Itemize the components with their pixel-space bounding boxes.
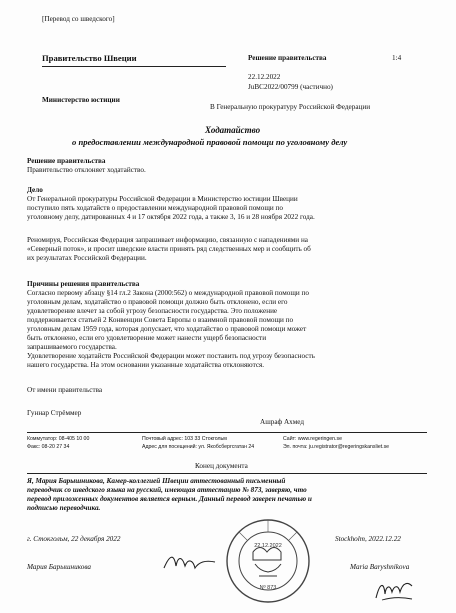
footer-rule <box>27 432 427 433</box>
translator-signature-right <box>372 576 416 604</box>
text-line: нашего государства. На этом основании указанные ходатайства отклоняются. <box>27 361 265 369</box>
text-line: «Северный поток», и просит шведские власти принять ряд следственных мер и сообщить об <box>27 245 311 253</box>
text-line: запрашиваемого государства. <box>27 343 117 351</box>
place-date-ru: г. Стокгольм, 22 декабря 2022 <box>27 535 121 543</box>
footer-site: Сайт: www.regeringen.se <box>283 436 342 442</box>
government-name: Правительство Швеции <box>42 53 137 63</box>
text-line: Согласно первому абзацу §14 гл.2 Закона (2000:562) о международной правовой помощи по <box>27 289 309 297</box>
ministry-name: Министерство юстиции <box>42 96 120 104</box>
stamp-date: 22.12.2022 <box>254 543 282 549</box>
signer-official: Ашраф Ахмед <box>260 418 305 426</box>
footer-fax: Факс: 08-20 27 34 <box>27 444 70 450</box>
request-paragraph <box>27 236 427 263</box>
text-line: подписью переводчика. <box>27 504 101 512</box>
text-line: их результатах Российской Федерации. <box>27 254 147 262</box>
place-date-en: Stockholm, 2022.12.22 <box>335 535 401 543</box>
text-line: перевод приложенных документов является верным. Данный перевод заверен печатью и <box>27 495 312 503</box>
case-reference: JuBC2022/00799 (частично) <box>248 83 333 91</box>
decision-type: Решение правительства <box>248 54 327 62</box>
certification-paragraph <box>27 477 427 513</box>
translator-name-en: Maria Baryshnikova <box>350 563 410 571</box>
signer-minister: Гуннар Стрёммер <box>27 409 82 417</box>
text-line: уголовным делам, ходатайство о правовой помощи должно быть отклонено, если его <box>27 298 288 306</box>
decision-heading: Решение правительства <box>27 157 106 165</box>
footer-postal: Почтовый адрес: 103 33 Стокгольм <box>142 436 227 442</box>
addressee: В Генеральную прокуратуру Российской Федерации <box>210 103 371 111</box>
footer-email: Эл. почта: ju.registrator@regeringskansliet.se <box>283 444 390 450</box>
decision-text: Правительство отклоняет ходатайство. <box>27 166 146 174</box>
page-number: 1:4 <box>392 54 402 62</box>
text-line: быть отклонено, если его удовлетворение может нанести ущерб безопасности <box>27 334 267 342</box>
text-line: Я, Мария Барышникова, Камер-коллегией Швеции аттестованный письменный <box>27 477 286 485</box>
text-line: поступило пять ходатайств о предоставлении международной правовой помощи по <box>27 204 283 212</box>
decision-date: 22.12.2022 <box>248 73 281 81</box>
text-line: удовлетворение влечет за собой угрозу безопасности государства. Это положение <box>27 307 278 315</box>
on-behalf-text: От имени правительства <box>27 386 103 394</box>
document-subtitle: о предоставлении международной правовой помощи по уголовному делу <box>72 137 348 147</box>
reasons-paragraph <box>27 289 427 370</box>
text-line: Реномируя, Российская Федерация запрашивает информацию, связанную с нападениями на <box>27 236 308 244</box>
footer-visiting: Адрес для посещений: ул. Якобсбергсгатан 24 <box>142 444 255 450</box>
end-of-document: Конец документа <box>195 462 248 470</box>
case-paragraph <box>27 195 427 222</box>
translation-note: [Перевод со шведского] <box>42 15 115 23</box>
translator-name-ru: Мария Барышникова <box>27 563 92 571</box>
header-rule <box>42 66 226 67</box>
document-title: Ходатайство <box>205 125 261 135</box>
text-line: поддерживается статьей 2 Конвенции Совета Европы о взаимной правовой помощи по <box>27 316 294 324</box>
reasons-heading: Причины решения правительства <box>27 280 140 288</box>
text-line: переводчик со шведского языка на русский, имеющая аттестацию № 873, заверяю, что <box>27 486 307 494</box>
text-line: уголовному делу, датированных 4 и 17 октября 2022 года, а также 3, 16 и 28 ноября 2022 года. <box>27 213 315 221</box>
text-line: От Генеральной прокуратуры Российской Федерации в Министерство юстиции Швеции <box>27 195 298 203</box>
translator-signature-left <box>160 548 220 576</box>
footer-switchboard: Коммутатор: 08-405 10 00 <box>27 436 90 442</box>
certification-rule <box>27 473 427 474</box>
case-heading: Дело <box>27 186 43 194</box>
stamp-number: Nº 873 <box>259 585 277 591</box>
translator-stamp <box>225 518 311 604</box>
text-line: уголовным делам 1959 года, которая допускает, что ходатайство о правовой помощи может <box>27 325 307 333</box>
text-line: Удовлетворение ходатайств Российской Федерации может поставить под угрозу безопасность <box>27 352 315 360</box>
